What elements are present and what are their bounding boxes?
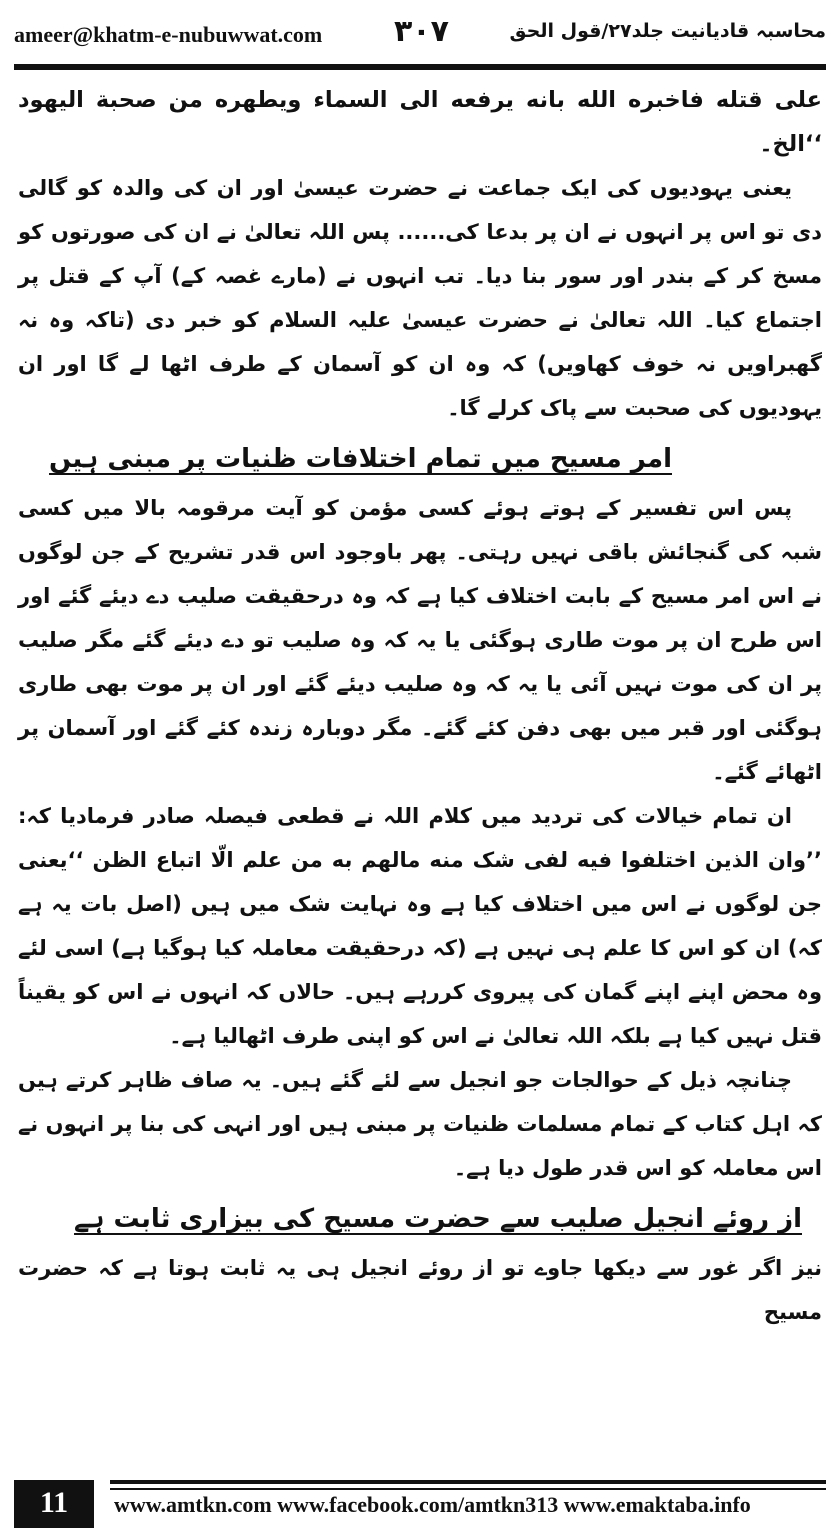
header-email: ameer@khatm-e-nubuwwat.com — [14, 22, 323, 47]
footer-urls[interactable]: www.amtkn.com www.facebook.com/amtkn313 www.emaktaba.info — [114, 1492, 751, 1517]
footer-rule-thin — [110, 1488, 826, 1490]
section-heading-1: امر مسیح میں تمام اختلافات ظنیات پر مبنی ہیں — [49, 444, 672, 474]
paragraph-5: نیز اگر غور سے دیکھا جاوے تو از روئے انجیل ہی یہ ثابت ہوتا ہے کہ حضرت مسیح — [18, 1256, 822, 1324]
footer-page-number: 11 — [14, 1480, 94, 1528]
paragraph-2: پس اس تفسیر کے ہوتے ہوئے کسی مؤمن کو آیت مرقومہ بالا میں کسی شبہ کی گنجائش باقی نہیں رہتی۔ پھر باوجود اس قدر تشریح کے جن لوگوں نے اس امر مسیح کے بابت اختلاف کیا ہے کہ وہ درحقیقت صلیب دے دیئے گئے اور اس طرح ان پر موت طاری ہوگئی یا یہ کہ وہ صلیب تو دے دیئے گئے مگر صلیب پر ان کی موت نہیں آئی یا یہ کہ وہ صلیب دیئے گئے اور ان پر موت بھی طاری ہوگئی اور قبر میں بھی دفن کئے گئے۔ مگر دوبارہ زندہ کئے گئے اور آسمان پر اٹھائے گئے۔ — [18, 496, 822, 784]
arabic-quote-line: علی قتله فاخبره الله بانه یرفعه الی السماء ویطهره من صحبة الیهود ‘‘الخ۔ — [18, 87, 822, 157]
header-page-number: ۳۰۷ — [394, 14, 449, 49]
page-content — [18, 78, 822, 1450]
paragraph-1: یعنی یہودیوں کی ایک جماعت نے حضرت عیسیٰ اور ان کی والدہ کو گالی دی تو اس پر انہوں نے ان پر بدعا کی...... پس اللہ تعالیٰ نے ان کی صورتوں کو مسخ کر کے بندر اور سور بنا دیا۔ تب انہوں نے (مارے غصہ کے) آپ کے قتل پر اجتماع کیا۔ اللہ تعالیٰ نے حضرت عیسیٰ علیہ السلام کو خبر دی (تاکہ وہ نہ گھبراویں نہ خوف کھاویں) کہ وہ ان کو آسمان کے طرف اٹھا لے گا اور ان یہودیوں کی صحبت سے پاک کرلے گا۔ — [18, 176, 822, 420]
header-rule — [14, 64, 826, 70]
page-header — [14, 14, 826, 56]
section-heading-2: از روئے انجیل صلیب سے حضرت مسیح کی بیزاری ثابت ہے — [74, 1204, 802, 1234]
page-footer — [14, 1480, 826, 1528]
footer-rule — [110, 1480, 826, 1484]
paragraph-3: ان تمام خیالات کی تردید میں کلام اللہ نے قطعی فیصلہ صادر فرمادیا کہ: ’’وان الذین اختلفوا فیه لفی شک منه مالهم به من علم الّا اتباع الظن ‘‘یعنی جن لوگوں نے اس میں اختلاف کیا ہے وہ نہایت شک میں ہیں (اصل بات یہ ہے کہ) ان کو اس کا علم ہی نہیں ہے (کہ درحقیقت معاملہ کیا ہوگیا ہے) اسی لئے وہ محض اپنے اپنے گمان کی پیروی کررہے ہیں۔ حالاں کہ انہوں نے اس کو یقیناً قتل نہیں کیا ہے بلکہ اللہ تعالیٰ نے اس کو اپنی طرف اٹھالیا ہے۔ — [18, 804, 822, 1048]
header-book-title: محاسبہ قادیانیت جلد۲۷/قول الحق — [509, 20, 826, 42]
paragraph-4: چنانچہ ذیل کے حوالجات جو انجیل سے لئے گئے ہیں۔ یہ صاف ظاہر کرتے ہیں کہ اہل کتاب کے تمام مسلمات ظنیات پر مبنی ہیں اور انہی کی بنا پر انہوں نے اس معاملہ کو اس قدر طول دیا ہے۔ — [18, 1068, 822, 1180]
